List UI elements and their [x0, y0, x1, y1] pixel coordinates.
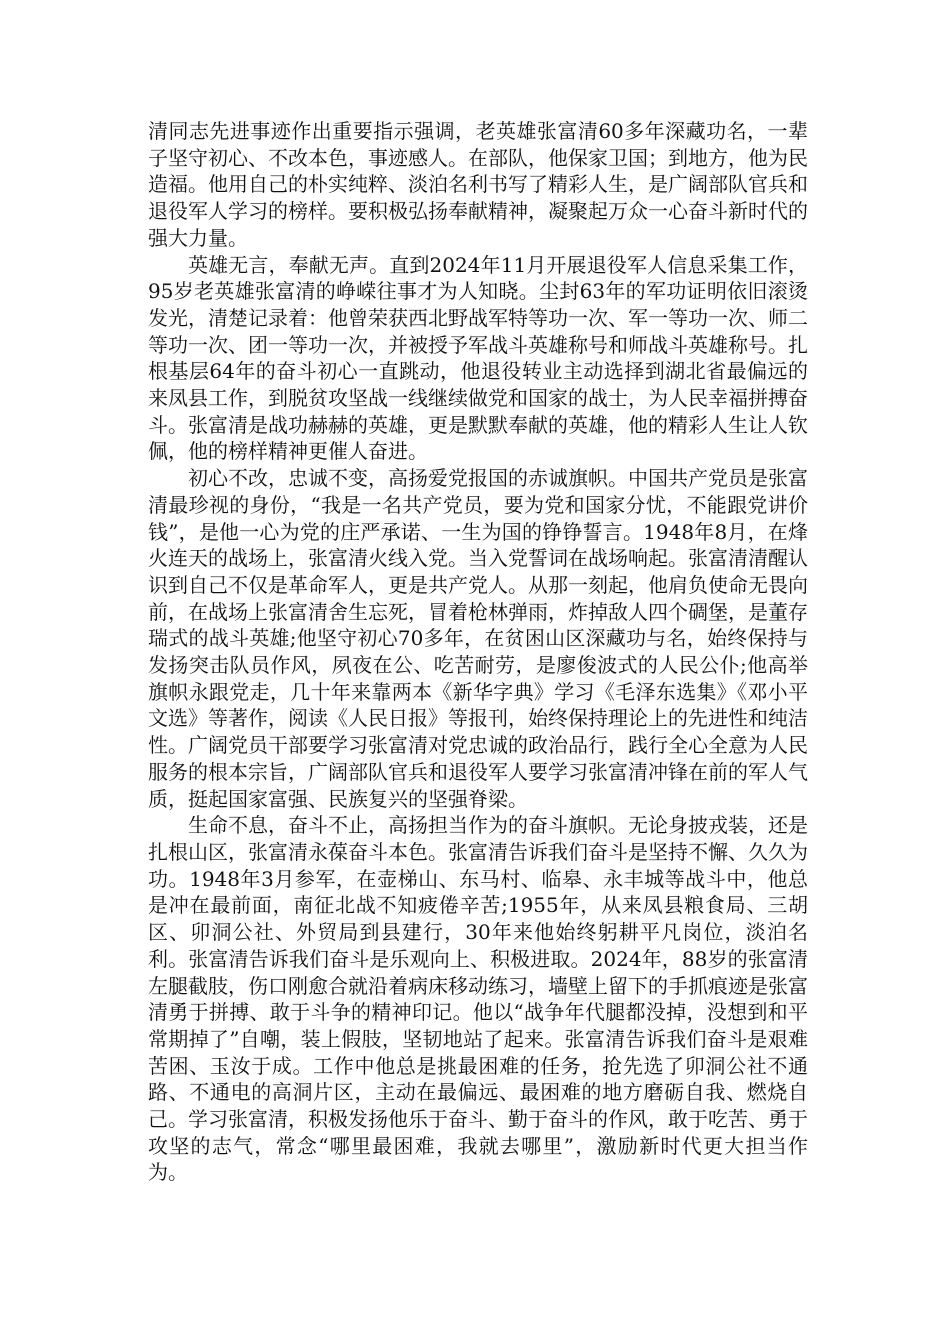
paragraph-4: 生命不息，奋斗不止，高扬担当作为的奋斗旗帜。无论身披戎装，还是扎根山区，张富清永葆奋斗本色。张富清告诉我们奋斗是坚持不懈、久久为功。1948年3月参军，在壶梯山、东马村、临皋、永丰城等战斗中，他总是冲在最前面，南征北战不知疲倦辛苦;1955年，从来凤县粮食局、三胡区、卯洞公社、外贸局到县建行，30年来他始终躬耕平凡岗位，淡泊名利。张富清告诉我们奋斗是乐观向上、积极进取。2024年，88岁的张富清左腿截肢，伤口刚愈合就沿着病床移动练习，墙壁上留下的手抓痕迹是张富清勇于拼搏、敢于斗争的精神印记。他以“战争年代腿都没掉，没想到和平常期掉了”自嘲，装上假肢，坚韧地站了起来。张富清告诉我们奋斗是艰难苦困、玉汝于成。工作中他总是挑最困难的任务，抢先选了卯洞公社不通路、不通电的高洞片区，主动在最偏远、最困难的地方磨砺自我、燃烧自己。学习张富清，积极发扬他乐于奋斗、勤于奋斗的作风，敢于吃苦、勇于攻坚的志气，常念“哪里最困难，我就去哪里”，激励新时代更大担当作为。	[148, 813, 808, 1185]
paragraph-3: 初心不改，忠诚不变，高扬爱党报国的赤诚旗帜。中国共产党员是张富清最珍视的身份，“我是一名共产党员，要为党和国家分忧，不能跟党讲价钱”，是他一心为党的庄严承诺、一生为国的铮铮誓言。1948年8月，在烽火连天的战场上，张富清火线入党。当入党誓词在战场响起。张富清清醒认识到自己不仅是革命军人，更是共产党人。从那一刻起，他肩负使命无畏向前，在战场上张富清舍生忘死，冒着枪林弹雨，炸掉敌人四个碉堡，是董存瑞式的战斗英雄;他坚守初心70多年，在贫困山区深藏功与名，始终保持与发扬突击队员作风，夙夜在公、吃苦耐劳，是廖俊波式的人民公仆;他高举旗帜永跟党走，几十年来靠两本《新华字典》学习《毛泽东选集》《邓小平文选》等著作，阅读《人民日报》等报刊，始终保持理论上的先进性和纯洁性。广阔党员干部要学习张富清对党忠诚的政治品行，践行全心全意为人民服务的根本宗旨，广阔部队官兵和退役军人要学习张富清冲锋在前的军人气质，挺起国家富强、民族复兴的坚强脊梁。	[148, 466, 808, 811]
paragraph-1: 清同志先进事迹作出重要指示强调，老英雄张富清60多年深藏功名，一辈子坚守初心、不改本色，事迹感人。在部队，他保家卫国；到地方，他为民造福。他用自己的朴实纯粹、淡泊名利书写了精彩人生，是广阔部队官兵和退役军人学习的榜样。要积极弘扬奉献精神，凝聚起万众一心奋斗新时代的强大力量。	[148, 119, 808, 250]
paragraph-2: 英雄无言，奉献无声。直到2024年11月开展退役军人信息采集工作，95岁老英雄张富清的峥嵘往事才为人知晓。尘封63年的军功证明依旧滚烫发光，清楚记录着：他曾荣获西北野战军特等功一次、军一等功一次、师二等功一次、团一等功一次，并被授予军战斗英雄称号和师战斗英雄称号。扎根基层64年的奋斗初心一直跳动，他退役转业主动选择到湖北省最偏远的来凤县工作，到脱贫攻坚战一线继续做党和国家的战士，为人民幸福拼搏奋斗。张富清是战功赫赫的英雄，更是默默奉献的英雄，他的精彩人生让人钦佩，他的榜样精神更催人奋进。	[148, 252, 808, 464]
document-body	[148, 118, 808, 1186]
